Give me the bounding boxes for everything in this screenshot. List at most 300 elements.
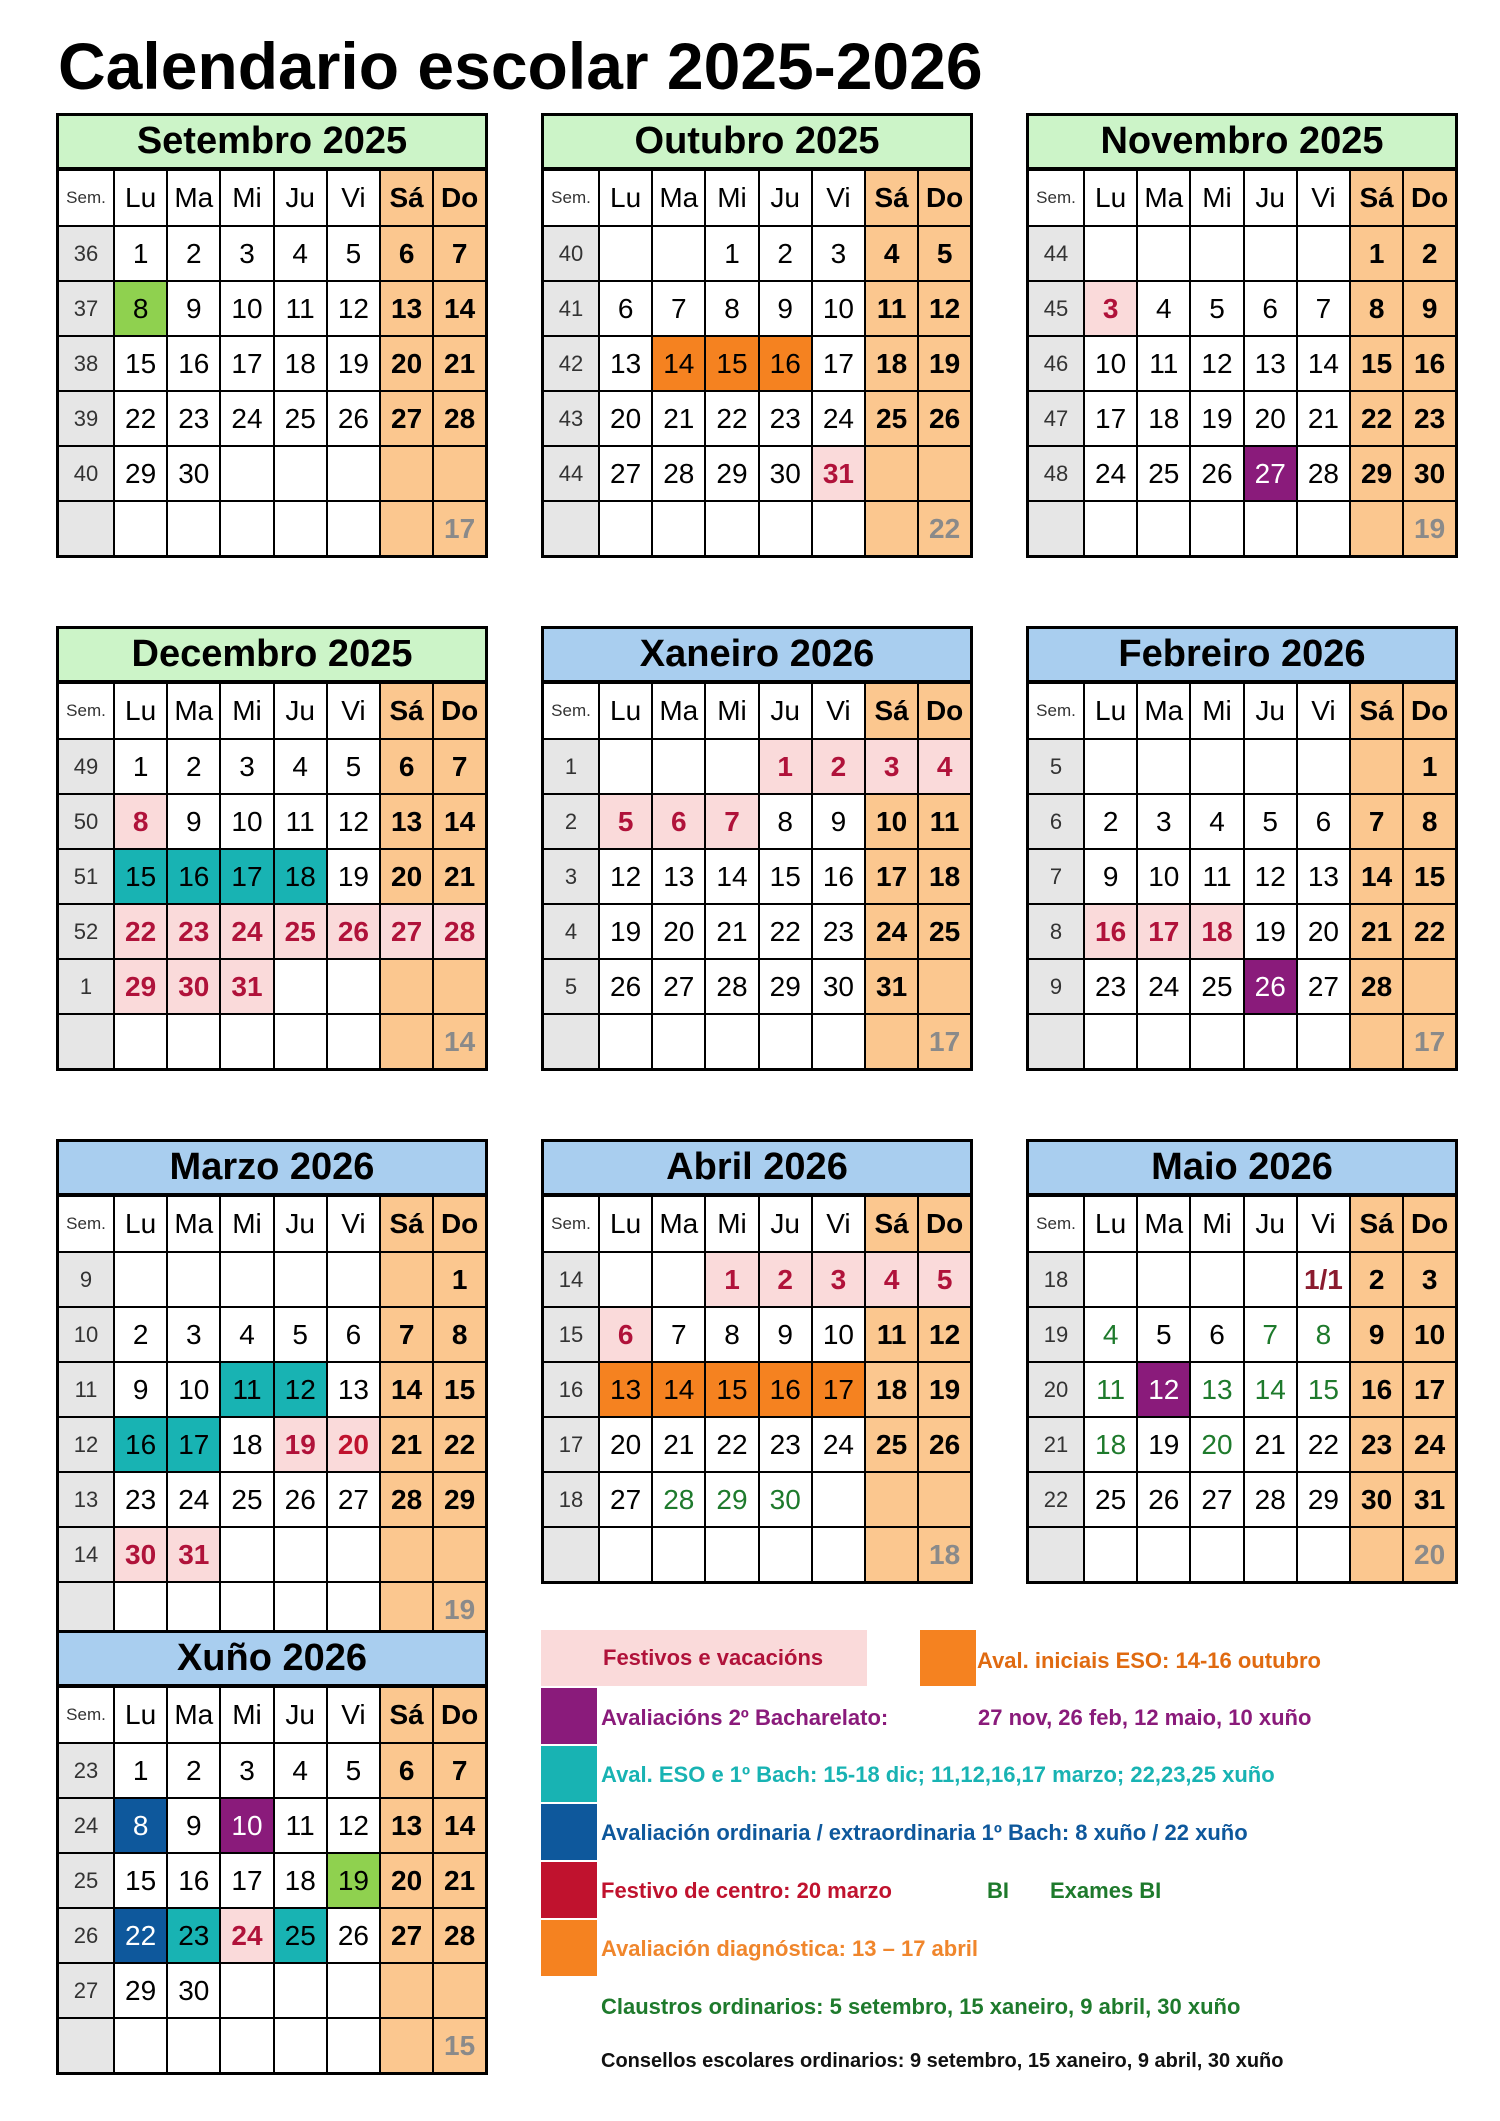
day-cell[interactable]: 2 <box>167 1743 220 1798</box>
day-cell[interactable]: 22 <box>433 1417 486 1472</box>
day-cell[interactable]: 4 <box>865 226 918 281</box>
day-cell[interactable] <box>220 1252 273 1307</box>
day-cell[interactable]: 13 <box>599 336 652 391</box>
day-cell[interactable]: 20 <box>1297 904 1350 959</box>
day-cell[interactable]: 1 <box>1350 226 1403 281</box>
day-cell[interactable]: 20 <box>380 336 433 391</box>
day-cell[interactable]: 28 <box>433 391 486 446</box>
day-cell[interactable]: 2 <box>1084 794 1137 849</box>
day-cell[interactable]: 1/1 <box>1297 1252 1350 1307</box>
day-cell[interactable]: 5 <box>1190 281 1243 336</box>
day-cell[interactable]: 30 <box>759 446 812 501</box>
day-cell[interactable]: 18 <box>865 1362 918 1417</box>
day-cell[interactable]: 3 <box>1403 1252 1456 1307</box>
day-cell[interactable]: 14 <box>1297 336 1350 391</box>
day-cell[interactable]: 21 <box>652 1417 705 1472</box>
day-cell[interactable]: 5 <box>327 739 380 794</box>
day-cell[interactable]: 22 <box>1297 1417 1350 1472</box>
day-cell[interactable]: 16 <box>759 336 812 391</box>
day-cell[interactable]: 26 <box>1244 959 1297 1014</box>
day-cell[interactable]: 8 <box>705 1307 758 1362</box>
day-cell[interactable]: 14 <box>380 1362 433 1417</box>
day-cell[interactable]: 12 <box>918 1307 971 1362</box>
day-cell[interactable]: 5 <box>327 1743 380 1798</box>
day-cell[interactable] <box>1137 226 1190 281</box>
day-cell[interactable]: 12 <box>918 281 971 336</box>
day-cell[interactable]: 17 <box>1403 1362 1456 1417</box>
day-cell[interactable]: 22 <box>705 391 758 446</box>
day-cell[interactable]: 17 <box>1137 904 1190 959</box>
day-cell[interactable]: 21 <box>1244 1417 1297 1472</box>
day-cell[interactable]: 30 <box>114 1527 167 1582</box>
day-cell[interactable] <box>380 1527 433 1582</box>
day-cell[interactable]: 14 <box>433 1798 486 1853</box>
day-cell[interactable] <box>220 1527 273 1582</box>
day-cell[interactable]: 31 <box>1403 1472 1456 1527</box>
day-cell[interactable]: 27 <box>652 959 705 1014</box>
day-cell[interactable]: 7 <box>380 1307 433 1362</box>
day-cell[interactable] <box>1190 1252 1243 1307</box>
day-cell[interactable]: 19 <box>327 849 380 904</box>
day-cell[interactable]: 14 <box>705 849 758 904</box>
day-cell[interactable]: 30 <box>167 446 220 501</box>
day-cell[interactable] <box>1084 1252 1137 1307</box>
day-cell[interactable]: 9 <box>759 281 812 336</box>
day-cell[interactable]: 2 <box>167 739 220 794</box>
day-cell[interactable]: 18 <box>1137 391 1190 446</box>
day-cell[interactable]: 3 <box>220 739 273 794</box>
day-cell[interactable]: 10 <box>220 1798 273 1853</box>
day-cell[interactable]: 21 <box>433 1853 486 1908</box>
day-cell[interactable] <box>652 1252 705 1307</box>
day-cell[interactable] <box>1137 1252 1190 1307</box>
day-cell[interactable]: 17 <box>1084 391 1137 446</box>
day-cell[interactable] <box>380 1252 433 1307</box>
day-cell[interactable]: 11 <box>220 1362 273 1417</box>
day-cell[interactable]: 5 <box>918 1252 971 1307</box>
day-cell[interactable]: 21 <box>705 904 758 959</box>
day-cell[interactable]: 7 <box>1297 281 1350 336</box>
day-cell[interactable]: 3 <box>1084 281 1137 336</box>
day-cell[interactable]: 17 <box>220 1853 273 1908</box>
day-cell[interactable]: 23 <box>759 391 812 446</box>
day-cell[interactable]: 16 <box>812 849 865 904</box>
day-cell[interactable]: 23 <box>167 1908 220 1963</box>
day-cell[interactable]: 3 <box>865 739 918 794</box>
day-cell[interactable]: 10 <box>1137 849 1190 904</box>
day-cell[interactable]: 5 <box>1244 794 1297 849</box>
day-cell[interactable] <box>433 446 486 501</box>
day-cell[interactable]: 30 <box>1350 1472 1403 1527</box>
day-cell[interactable]: 20 <box>327 1417 380 1472</box>
day-cell[interactable]: 29 <box>705 1472 758 1527</box>
day-cell[interactable]: 30 <box>812 959 865 1014</box>
day-cell[interactable]: 7 <box>652 281 705 336</box>
day-cell[interactable]: 17 <box>167 1417 220 1472</box>
day-cell[interactable] <box>1403 959 1456 1014</box>
day-cell[interactable]: 4 <box>1137 281 1190 336</box>
day-cell[interactable]: 25 <box>865 1417 918 1472</box>
day-cell[interactable]: 8 <box>1350 281 1403 336</box>
day-cell[interactable]: 29 <box>705 446 758 501</box>
day-cell[interactable]: 24 <box>1084 446 1137 501</box>
day-cell[interactable] <box>380 1963 433 2018</box>
day-cell[interactable]: 4 <box>274 1743 327 1798</box>
day-cell[interactable]: 19 <box>599 904 652 959</box>
day-cell[interactable]: 11 <box>918 794 971 849</box>
day-cell[interactable] <box>327 1252 380 1307</box>
day-cell[interactable]: 2 <box>167 226 220 281</box>
day-cell[interactable]: 28 <box>433 904 486 959</box>
day-cell[interactable]: 26 <box>327 391 380 446</box>
day-cell[interactable]: 4 <box>918 739 971 794</box>
day-cell[interactable]: 24 <box>1137 959 1190 1014</box>
day-cell[interactable]: 2 <box>812 739 865 794</box>
day-cell[interactable]: 30 <box>1403 446 1456 501</box>
day-cell[interactable]: 12 <box>599 849 652 904</box>
day-cell[interactable]: 20 <box>380 849 433 904</box>
day-cell[interactable]: 16 <box>759 1362 812 1417</box>
day-cell[interactable]: 3 <box>812 1252 865 1307</box>
day-cell[interactable] <box>220 446 273 501</box>
day-cell[interactable]: 29 <box>114 446 167 501</box>
day-cell[interactable]: 7 <box>705 794 758 849</box>
day-cell[interactable] <box>918 959 971 1014</box>
day-cell[interactable] <box>1244 739 1297 794</box>
day-cell[interactable] <box>1084 739 1137 794</box>
day-cell[interactable] <box>812 1472 865 1527</box>
day-cell[interactable]: 27 <box>599 1472 652 1527</box>
day-cell[interactable]: 28 <box>1244 1472 1297 1527</box>
day-cell[interactable]: 15 <box>114 1853 167 1908</box>
day-cell[interactable]: 23 <box>114 1472 167 1527</box>
day-cell[interactable]: 26 <box>918 1417 971 1472</box>
day-cell[interactable]: 15 <box>1350 336 1403 391</box>
day-cell[interactable]: 7 <box>433 226 486 281</box>
day-cell[interactable]: 27 <box>327 1472 380 1527</box>
day-cell[interactable]: 18 <box>274 849 327 904</box>
day-cell[interactable]: 5 <box>1137 1307 1190 1362</box>
day-cell[interactable]: 22 <box>759 904 812 959</box>
day-cell[interactable] <box>380 446 433 501</box>
day-cell[interactable]: 24 <box>220 391 273 446</box>
day-cell[interactable]: 6 <box>327 1307 380 1362</box>
day-cell[interactable] <box>1297 739 1350 794</box>
day-cell[interactable]: 8 <box>433 1307 486 1362</box>
day-cell[interactable]: 10 <box>1084 336 1137 391</box>
day-cell[interactable]: 23 <box>167 904 220 959</box>
day-cell[interactable]: 19 <box>327 336 380 391</box>
day-cell[interactable]: 9 <box>167 1798 220 1853</box>
day-cell[interactable]: 19 <box>327 1853 380 1908</box>
day-cell[interactable]: 8 <box>1403 794 1456 849</box>
day-cell[interactable]: 16 <box>167 849 220 904</box>
day-cell[interactable]: 1 <box>114 739 167 794</box>
day-cell[interactable]: 24 <box>865 904 918 959</box>
day-cell[interactable]: 24 <box>812 1417 865 1472</box>
day-cell[interactable]: 27 <box>380 391 433 446</box>
day-cell[interactable] <box>114 1252 167 1307</box>
day-cell[interactable]: 7 <box>1244 1307 1297 1362</box>
day-cell[interactable]: 8 <box>1297 1307 1350 1362</box>
day-cell[interactable]: 18 <box>865 336 918 391</box>
day-cell[interactable]: 16 <box>167 1853 220 1908</box>
day-cell[interactable]: 25 <box>1084 1472 1137 1527</box>
day-cell[interactable]: 1 <box>114 226 167 281</box>
day-cell[interactable]: 19 <box>1244 904 1297 959</box>
day-cell[interactable]: 27 <box>380 904 433 959</box>
day-cell[interactable]: 12 <box>327 281 380 336</box>
day-cell[interactable]: 18 <box>220 1417 273 1472</box>
day-cell[interactable]: 4 <box>1084 1307 1137 1362</box>
day-cell[interactable]: 3 <box>1137 794 1190 849</box>
day-cell[interactable] <box>274 1963 327 2018</box>
day-cell[interactable]: 12 <box>1137 1362 1190 1417</box>
day-cell[interactable]: 22 <box>114 391 167 446</box>
day-cell[interactable]: 13 <box>327 1362 380 1417</box>
day-cell[interactable]: 8 <box>759 794 812 849</box>
day-cell[interactable]: 28 <box>433 1908 486 1963</box>
day-cell[interactable]: 2 <box>1403 226 1456 281</box>
day-cell[interactable]: 25 <box>220 1472 273 1527</box>
day-cell[interactable]: 18 <box>274 1853 327 1908</box>
day-cell[interactable]: 29 <box>433 1472 486 1527</box>
day-cell[interactable]: 26 <box>599 959 652 1014</box>
day-cell[interactable]: 22 <box>705 1417 758 1472</box>
day-cell[interactable]: 23 <box>812 904 865 959</box>
day-cell[interactable]: 19 <box>1190 391 1243 446</box>
day-cell[interactable]: 24 <box>812 391 865 446</box>
day-cell[interactable]: 7 <box>1350 794 1403 849</box>
day-cell[interactable]: 12 <box>1244 849 1297 904</box>
day-cell[interactable]: 10 <box>812 1307 865 1362</box>
day-cell[interactable] <box>1297 226 1350 281</box>
day-cell[interactable]: 9 <box>167 794 220 849</box>
day-cell[interactable]: 25 <box>918 904 971 959</box>
day-cell[interactable]: 9 <box>1403 281 1456 336</box>
day-cell[interactable]: 16 <box>114 1417 167 1472</box>
day-cell[interactable] <box>380 959 433 1014</box>
day-cell[interactable]: 6 <box>652 794 705 849</box>
day-cell[interactable]: 15 <box>705 336 758 391</box>
day-cell[interactable]: 2 <box>114 1307 167 1362</box>
day-cell[interactable]: 14 <box>1350 849 1403 904</box>
day-cell[interactable]: 18 <box>1190 904 1243 959</box>
day-cell[interactable]: 13 <box>380 1798 433 1853</box>
day-cell[interactable]: 15 <box>433 1362 486 1417</box>
day-cell[interactable]: 5 <box>327 226 380 281</box>
day-cell[interactable]: 9 <box>759 1307 812 1362</box>
day-cell[interactable]: 14 <box>433 794 486 849</box>
day-cell[interactable]: 20 <box>599 391 652 446</box>
day-cell[interactable] <box>599 739 652 794</box>
day-cell[interactable]: 11 <box>865 281 918 336</box>
day-cell[interactable]: 29 <box>114 959 167 1014</box>
day-cell[interactable] <box>220 1963 273 2018</box>
day-cell[interactable]: 14 <box>652 336 705 391</box>
day-cell[interactable]: 13 <box>1190 1362 1243 1417</box>
day-cell[interactable]: 13 <box>1297 849 1350 904</box>
day-cell[interactable]: 9 <box>1350 1307 1403 1362</box>
day-cell[interactable]: 27 <box>599 446 652 501</box>
day-cell[interactable]: 16 <box>167 336 220 391</box>
day-cell[interactable]: 22 <box>1403 904 1456 959</box>
day-cell[interactable]: 24 <box>167 1472 220 1527</box>
day-cell[interactable]: 21 <box>433 336 486 391</box>
day-cell[interactable]: 6 <box>1244 281 1297 336</box>
day-cell[interactable] <box>1084 226 1137 281</box>
day-cell[interactable]: 15 <box>1297 1362 1350 1417</box>
day-cell[interactable]: 11 <box>1084 1362 1137 1417</box>
day-cell[interactable]: 27 <box>1297 959 1350 1014</box>
day-cell[interactable]: 17 <box>220 849 273 904</box>
day-cell[interactable]: 27 <box>1190 1472 1243 1527</box>
day-cell[interactable] <box>599 1252 652 1307</box>
day-cell[interactable]: 5 <box>918 226 971 281</box>
day-cell[interactable]: 11 <box>274 281 327 336</box>
day-cell[interactable]: 3 <box>167 1307 220 1362</box>
day-cell[interactable]: 2 <box>1350 1252 1403 1307</box>
day-cell[interactable]: 27 <box>1244 446 1297 501</box>
day-cell[interactable] <box>274 1252 327 1307</box>
day-cell[interactable]: 8 <box>114 794 167 849</box>
day-cell[interactable]: 16 <box>1403 336 1456 391</box>
day-cell[interactable]: 11 <box>1190 849 1243 904</box>
day-cell[interactable]: 11 <box>274 794 327 849</box>
day-cell[interactable]: 28 <box>380 1472 433 1527</box>
day-cell[interactable]: 31 <box>220 959 273 1014</box>
day-cell[interactable]: 13 <box>599 1362 652 1417</box>
day-cell[interactable]: 17 <box>812 336 865 391</box>
day-cell[interactable] <box>918 1472 971 1527</box>
day-cell[interactable]: 20 <box>1190 1417 1243 1472</box>
day-cell[interactable]: 29 <box>1297 1472 1350 1527</box>
day-cell[interactable]: 24 <box>1403 1417 1456 1472</box>
day-cell[interactable] <box>1244 226 1297 281</box>
day-cell[interactable]: 18 <box>274 336 327 391</box>
day-cell[interactable]: 5 <box>274 1307 327 1362</box>
day-cell[interactable]: 25 <box>865 391 918 446</box>
day-cell[interactable]: 10 <box>1403 1307 1456 1362</box>
day-cell[interactable] <box>705 739 758 794</box>
day-cell[interactable]: 28 <box>1350 959 1403 1014</box>
day-cell[interactable] <box>1190 226 1243 281</box>
day-cell[interactable]: 5 <box>599 794 652 849</box>
day-cell[interactable]: 21 <box>433 849 486 904</box>
day-cell[interactable] <box>274 446 327 501</box>
day-cell[interactable]: 24 <box>220 1908 273 1963</box>
day-cell[interactable]: 1 <box>705 1252 758 1307</box>
day-cell[interactable]: 10 <box>220 281 273 336</box>
day-cell[interactable]: 10 <box>812 281 865 336</box>
day-cell[interactable]: 11 <box>1137 336 1190 391</box>
day-cell[interactable]: 30 <box>167 959 220 1014</box>
day-cell[interactable]: 8 <box>114 1798 167 1853</box>
day-cell[interactable]: 30 <box>759 1472 812 1527</box>
day-cell[interactable]: 13 <box>652 849 705 904</box>
day-cell[interactable]: 7 <box>652 1307 705 1362</box>
day-cell[interactable]: 12 <box>327 794 380 849</box>
day-cell[interactable]: 28 <box>705 959 758 1014</box>
day-cell[interactable] <box>327 959 380 1014</box>
day-cell[interactable] <box>327 1963 380 2018</box>
day-cell[interactable]: 15 <box>114 336 167 391</box>
day-cell[interactable]: 17 <box>865 849 918 904</box>
day-cell[interactable] <box>167 1252 220 1307</box>
day-cell[interactable]: 13 <box>1244 336 1297 391</box>
day-cell[interactable]: 17 <box>812 1362 865 1417</box>
day-cell[interactable]: 1 <box>759 739 812 794</box>
day-cell[interactable]: 26 <box>1137 1472 1190 1527</box>
day-cell[interactable]: 6 <box>1190 1307 1243 1362</box>
day-cell[interactable]: 31 <box>167 1527 220 1582</box>
day-cell[interactable]: 16 <box>1350 1362 1403 1417</box>
day-cell[interactable] <box>918 446 971 501</box>
day-cell[interactable]: 8 <box>114 281 167 336</box>
day-cell[interactable]: 26 <box>1190 446 1243 501</box>
day-cell[interactable]: 20 <box>599 1417 652 1472</box>
day-cell[interactable]: 6 <box>599 281 652 336</box>
day-cell[interactable]: 6 <box>380 1743 433 1798</box>
day-cell[interactable]: 10 <box>865 794 918 849</box>
day-cell[interactable] <box>433 1963 486 2018</box>
day-cell[interactable] <box>1244 1252 1297 1307</box>
day-cell[interactable]: 8 <box>705 281 758 336</box>
day-cell[interactable]: 30 <box>167 1963 220 2018</box>
day-cell[interactable]: 6 <box>599 1307 652 1362</box>
day-cell[interactable]: 4 <box>865 1252 918 1307</box>
day-cell[interactable]: 25 <box>1137 446 1190 501</box>
day-cell[interactable]: 19 <box>918 336 971 391</box>
day-cell[interactable]: 19 <box>274 1417 327 1472</box>
day-cell[interactable] <box>865 1472 918 1527</box>
day-cell[interactable]: 25 <box>1190 959 1243 1014</box>
day-cell[interactable]: 9 <box>812 794 865 849</box>
day-cell[interactable] <box>433 959 486 1014</box>
day-cell[interactable]: 21 <box>1297 391 1350 446</box>
day-cell[interactable]: 24 <box>220 904 273 959</box>
day-cell[interactable] <box>1350 739 1403 794</box>
day-cell[interactable]: 9 <box>1084 849 1137 904</box>
day-cell[interactable]: 20 <box>652 904 705 959</box>
day-cell[interactable]: 20 <box>1244 391 1297 446</box>
day-cell[interactable]: 31 <box>812 446 865 501</box>
day-cell[interactable]: 7 <box>433 1743 486 1798</box>
day-cell[interactable] <box>274 1527 327 1582</box>
day-cell[interactable]: 29 <box>1350 446 1403 501</box>
day-cell[interactable]: 15 <box>705 1362 758 1417</box>
day-cell[interactable]: 19 <box>1137 1417 1190 1472</box>
day-cell[interactable]: 1 <box>114 1743 167 1798</box>
day-cell[interactable]: 12 <box>274 1362 327 1417</box>
day-cell[interactable]: 9 <box>114 1362 167 1417</box>
day-cell[interactable]: 25 <box>274 391 327 446</box>
day-cell[interactable]: 26 <box>274 1472 327 1527</box>
day-cell[interactable]: 2 <box>759 1252 812 1307</box>
day-cell[interactable]: 22 <box>114 1908 167 1963</box>
day-cell[interactable]: 28 <box>652 1472 705 1527</box>
day-cell[interactable]: 20 <box>380 1853 433 1908</box>
day-cell[interactable]: 29 <box>114 1963 167 2018</box>
day-cell[interactable] <box>327 446 380 501</box>
day-cell[interactable]: 1 <box>433 1252 486 1307</box>
day-cell[interactable]: 2 <box>759 226 812 281</box>
day-cell[interactable] <box>652 226 705 281</box>
day-cell[interactable] <box>1190 739 1243 794</box>
day-cell[interactable]: 9 <box>167 281 220 336</box>
day-cell[interactable]: 15 <box>1403 849 1456 904</box>
day-cell[interactable]: 21 <box>1350 904 1403 959</box>
